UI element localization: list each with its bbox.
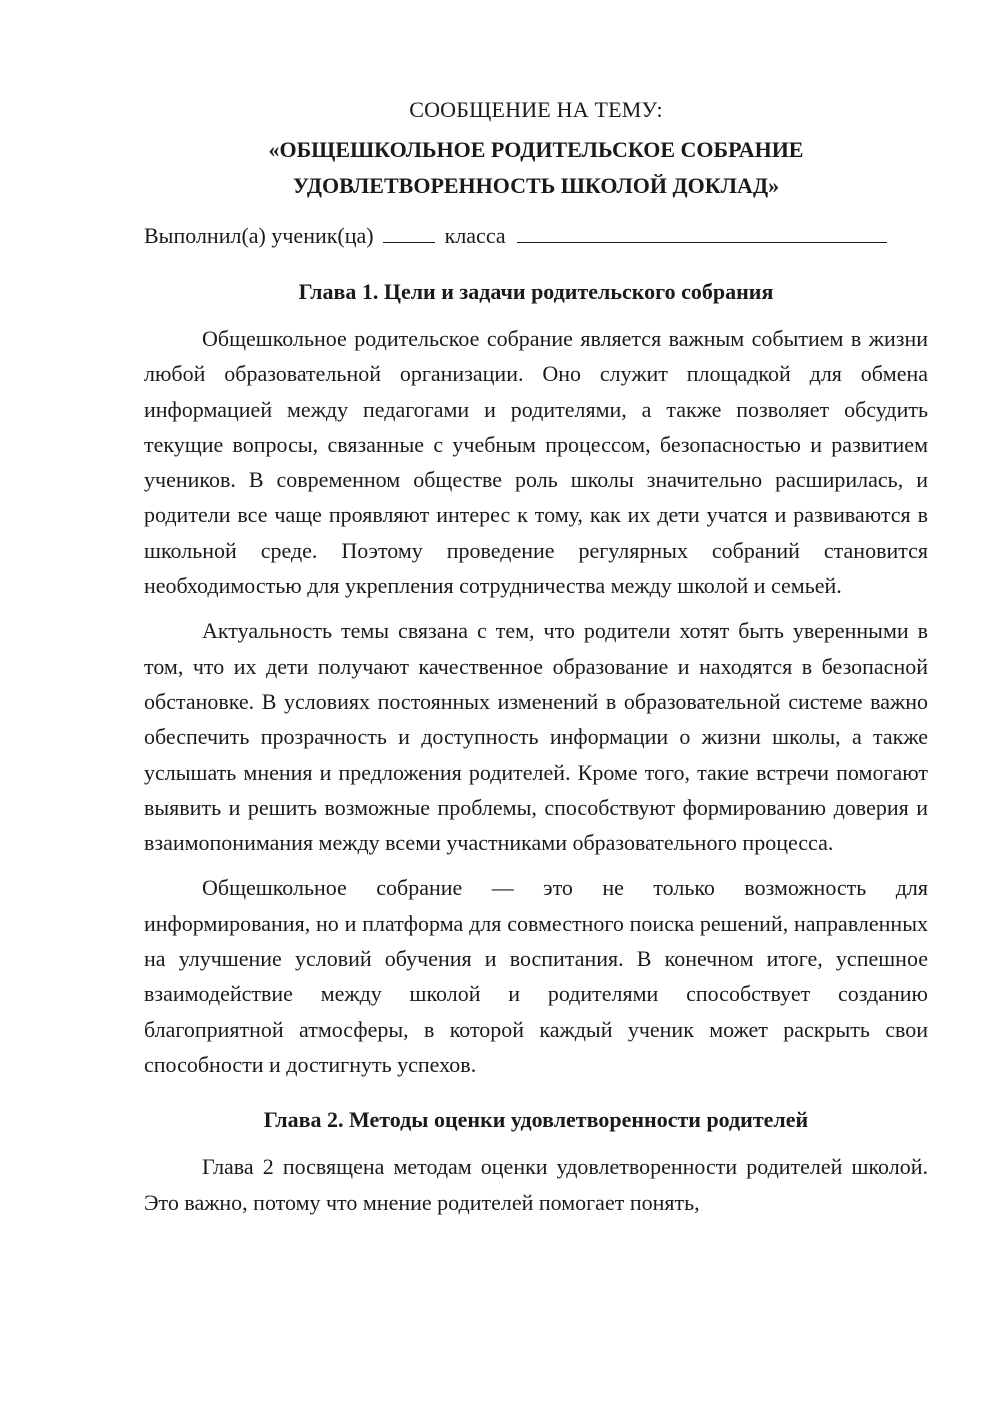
chapter-1-paragraph: Актуальность темы связана с тем, что родители хотят быть уверенными в том, что их дети получают качественное образование и находятся в безопасной обстановке. В условиях постоянных изменений в образовательной системе важно обеспечить прозрачность и доступность информации о жизни школы, а также услышать мнения и предложения родителей. Кроме того, такие встречи помогают выявить и решить возможные проблемы, способствуют формированию доверия и взаимопонимания между всеми участниками образовательного процесса. <box>144 618 928 856</box>
report-title-line-1: «ОБЩЕШКОЛЬНОЕ РОДИТЕЛЬСКОЕ СОБРАНИЕ <box>268 137 804 162</box>
chapter-1-paragraph: Общешкольное собрание — это не только возможность для информирования, но и платформа для совместного поиска решений, направленных на улучшение условий обучения и воспитания. В конечном итоге, успешное взаимодействие между школой и родителями способствует созданию благоприятной атмосферы, в которой каждый ученик может раскрыть свои способности и достигнуть успехов. <box>144 875 928 1077</box>
report-title-line-2: УДОВЛЕТВОРЕННОСТЬ ШКОЛОЙ ДОКЛАД» <box>292 173 780 198</box>
class-label: класса <box>444 223 506 248</box>
name-blank <box>517 224 887 243</box>
chapter-1-paragraph: Общешкольное родительское собрание является важным событием в жизни любой образовательной организации. Оно служит площадкой для обмена информацией между педагогами и родителями, а также позволяет обсудить текущие вопросы, связанные с учебным процессом, безопасностью и развитием учеников. В современном обществе роль школы значительно расширилась, и родители все чаще проявляют интерес к тому, как их дети учатся и развиваются в школьной среде. Поэтому проведение регулярных собраний становится необходимостью для укрепления сотрудничества между школой и семьей. <box>144 326 928 599</box>
grade-blank <box>383 224 435 243</box>
chapter-2-heading: Глава 2. Методы оценки удовлетворенности родителей <box>263 1107 809 1133</box>
report-type-heading: СООБЩЕНИЕ НА ТЕМУ: <box>409 97 663 122</box>
chapter-2-paragraph: Глава 2 посвящена методам оценки удовлетворенности родителей школой. Это важно, потому что мнение родителей помогает понять, <box>144 1154 928 1215</box>
chapter-1-heading: Глава 1. Цели и задачи родительского собрания <box>298 279 774 304</box>
author-prefix: Выполнил(а) ученик(ца) <box>144 223 374 248</box>
document-page <box>144 92 928 1230</box>
author-line <box>144 218 928 254</box>
